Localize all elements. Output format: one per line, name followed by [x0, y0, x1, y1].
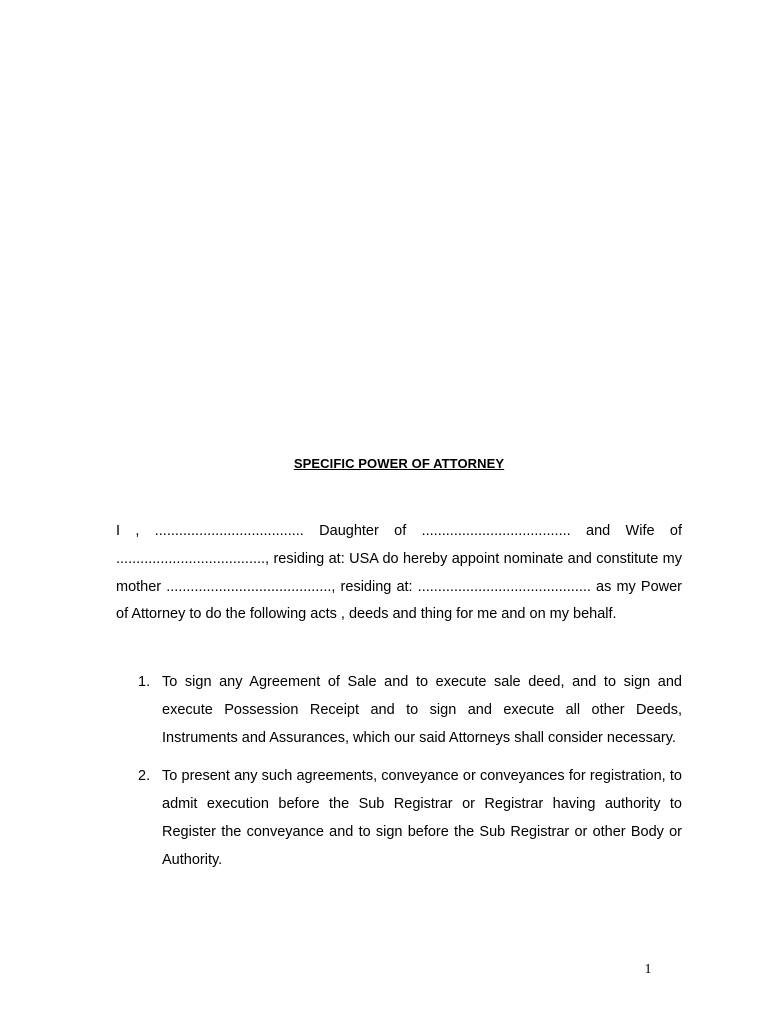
page-number: 1: [644, 962, 652, 977]
clause-list: [116, 669, 682, 886]
clause-number-1: 1.: [138, 674, 151, 690]
clause-text-1: To sign any Agreement of Sale and to execute sale deed, and to sign and execute Possession Receipt and to sign and execute all other Deeds, Instruments and Assurances, which our said Attorneys shall consider necessary.: [162, 674, 682, 746]
clause-text-2: To present any such agreements, conveyance or conveyances for registration, to admit execution before the Sub Registrar or Registrar having authority to Register the conveyance and to sign before the Sub Registrar or other Body or Authority.: [162, 768, 682, 868]
clause-item-2: [116, 763, 682, 874]
clause-item-1: [116, 669, 682, 752]
document-title: SPECIFIC POWER OF ATTORNEY: [293, 456, 505, 471]
intro-paragraph: I , ..................................... Daughter of ..................................... and Wife of ....................................., residing at: USA do hereby appoint nominate and constitute my mother ........................................., residing at: ........................................... as my Power of Attorney to do the following acts , deeds and thing for me and on my behalf.: [116, 523, 682, 623]
clause-number-2: 2.: [138, 768, 151, 785]
